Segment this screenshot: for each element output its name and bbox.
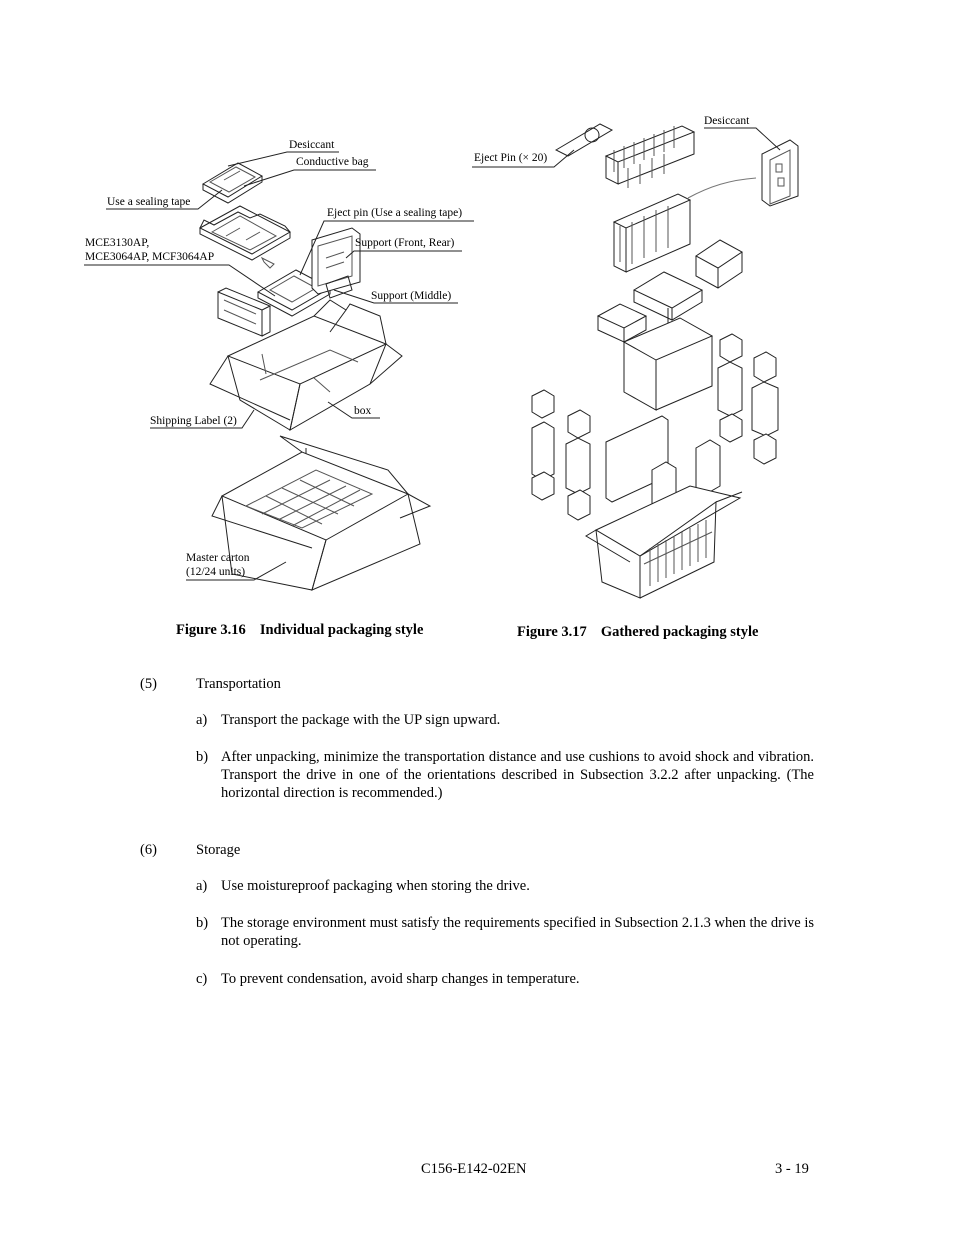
caption-title: Gathered packaging style [600, 624, 759, 640]
label-box: box [354, 405, 372, 417]
label-shipping-label: Shipping Label (2) [150, 415, 237, 427]
list-item [196, 877, 814, 895]
list-item [196, 914, 814, 950]
label-models-line2: MCE3064AP, MCF3064AP [85, 251, 215, 263]
label-master-carton-line1: Master carton [186, 552, 250, 564]
caption-number: Figure 3.16 [176, 622, 246, 638]
list-text: After unpacking, minimize the transportation distance and use cushions to avoid shock and vibration. Transport the drive in one of the orientations described in Subsection 3.2.2 after unpacking. (The horizontal direction is recommended.) [221, 749, 814, 801]
label-master-carton-line2: (12/24 units) [186, 566, 246, 578]
list-text: To prevent condensation, avoid sharp changes in temperature. [221, 971, 580, 987]
label-desiccant-right: Desiccant [704, 115, 750, 127]
document-id: C156-E142-02EN [421, 1161, 527, 1177]
figure-caption-3-17 [517, 624, 758, 641]
list-text: Transport the package with the UP sign upward. [221, 712, 501, 728]
list-marker: a) [196, 712, 208, 728]
page-number: 3 - 19 [775, 1161, 809, 1177]
section-title: Storage [196, 842, 241, 858]
label-eject-pin-right: Eject Pin (× 20) [474, 152, 548, 164]
section-number: (6) [140, 842, 157, 858]
label-sealing-tape: Use a sealing tape [107, 196, 191, 208]
list-marker: a) [196, 878, 208, 894]
label-desiccant: Desiccant [289, 139, 335, 151]
section-title: Transportation [196, 676, 281, 692]
label-support-front-rear: Support (Front, Rear) [355, 237, 455, 249]
list-item [196, 711, 814, 729]
label-conductive-bag: Conductive bag [296, 156, 369, 168]
section-number: (5) [140, 676, 157, 692]
list-text: The storage environment must satisfy the requirements specified in Subsection 2.1.3 when the drive is not operating. [221, 915, 814, 949]
list-marker: b) [196, 749, 209, 765]
list-marker: b) [196, 915, 209, 931]
label-support-middle: Support (Middle) [371, 290, 452, 302]
caption-title: Individual packaging style [259, 622, 424, 638]
list-item [196, 748, 814, 804]
list-item [196, 970, 814, 988]
label-eject-pin: Eject pin (Use a sealing tape) [327, 207, 463, 219]
figure-caption-3-16 [176, 622, 423, 639]
list-marker: c) [196, 971, 208, 987]
caption-number: Figure 3.17 [517, 624, 587, 640]
label-models-line1: MCE3130AP, [85, 237, 150, 249]
list-text: Use moistureproof packaging when storing the drive. [221, 878, 530, 894]
